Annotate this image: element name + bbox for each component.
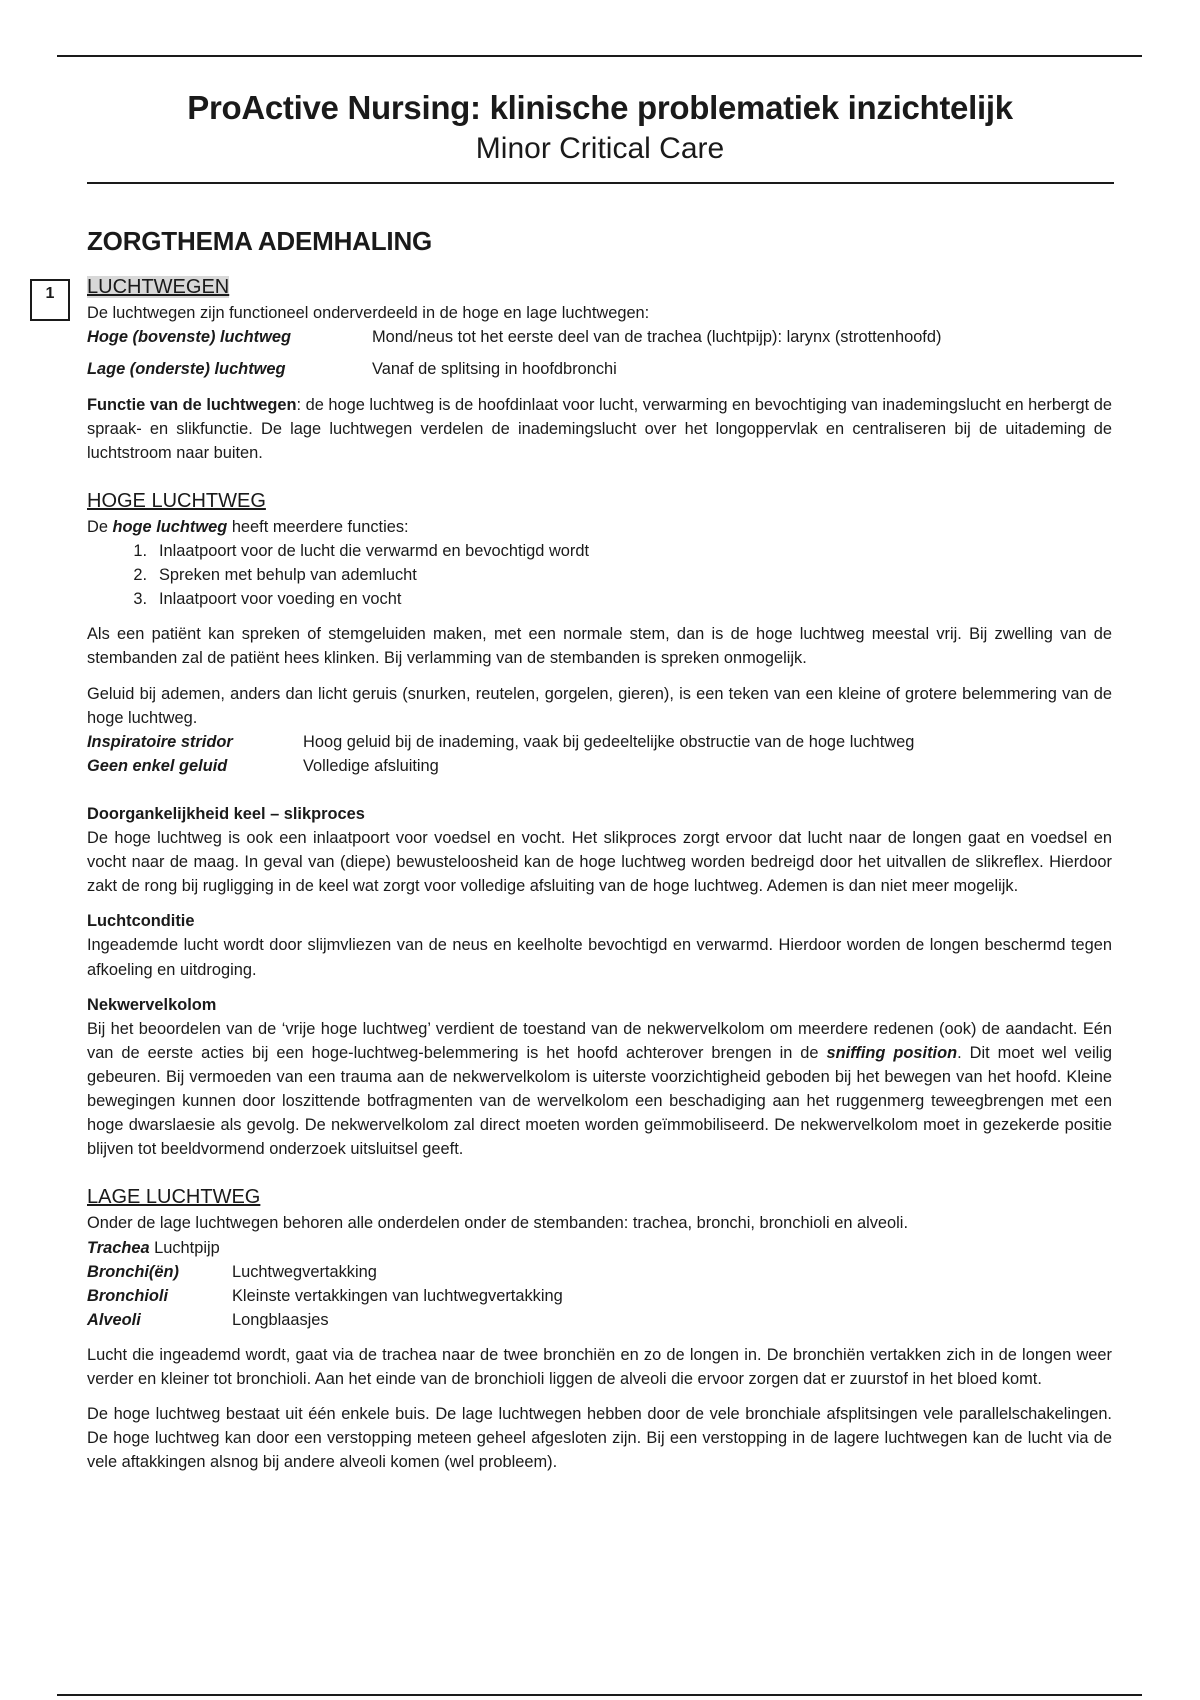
heading-hoge-luchtweg: HOGE LUCHTWEG <box>87 489 266 512</box>
trachea-row: Trachea Luchtpijp <box>87 1238 220 1257</box>
document-title: ProActive Nursing: klinische problematiek inzichtelijk <box>187 89 1013 126</box>
lage-paragraph-1: Lucht die ingeademd wordt, gaat via de trachea naar de twee bronchiën en zo de longen in. De bronchiën vertakken zich in de longen weer verder en kleiner tot bronchioli. Aan het einde van de bronchioli liggen de alveoli die ervoor zorgen dat er zuurstof in het bloed komt. <box>87 1346 1112 1389</box>
definition-row <box>87 325 1112 349</box>
top-rule <box>57 55 1142 57</box>
function-list <box>87 539 1112 611</box>
subheading-nekwervelkolom: Nekwervelkolom <box>87 995 217 1014</box>
luchtwegen-intro: De luchtwegen zijn functioneel onderverdeeld in de hoge en lage luchtwegen: <box>87 304 650 323</box>
definition-row <box>87 754 1112 778</box>
section-title: ZORGTHEMA ADEMHALING <box>87 226 433 256</box>
definition-desc: Hoog geluid bij de inademing, vaak bij gedeeltelijke obstructie van de hoge luchtweg <box>303 732 915 751</box>
bottom-rule <box>57 1694 1142 1696</box>
definition-term: Lage (onderste) luchtweg <box>87 360 286 379</box>
list-item: 3. Inlaatpoort voor voeding en vocht <box>133 590 402 609</box>
nekwervelkolom-paragraph: Bij het beoordelen van de ‘vrije hoge luchtweg’ verdient de toestand van de nekwervelkolom om meerdere redenen (ook) de aandacht. Eén van de eerste acties bij een hoge-luchtweg-belemmering is het hoofd achterover brengen in de sniffing position. Dit moet wel veilig gebeuren. Bij vermoeden van een trauma aan de nekwervelkolom is uiterste voorzichtigheid geboden bij het bewegen van het hoofd. Kleine bewegingen kunnen door loszittende botfragmenten van de wervelkolom een beschadiging aan het ruggenmerg teweegbrengen met een hoge dwarslaesie als gevolg. De nekwervelkolom zal direct moeten worden geïmmobiliseerd. De nekwervelkolom moet in gezekerde positie blijven tot beeldvormend onderzoek uitsluitsel geeft. <box>87 1019 1112 1159</box>
definition-row <box>87 1284 1112 1308</box>
function-label: Functie van de luchtwegen <box>87 395 297 414</box>
definition-term: Bronchioli <box>87 1286 169 1305</box>
list-item: 2. Spreken met behulp van ademlucht <box>133 566 417 585</box>
definition-desc: Kleinste vertakkingen van luchtwegvertakking <box>232 1286 563 1305</box>
definition-desc: Luchtwegvertakking <box>232 1262 377 1281</box>
definition-row <box>87 1308 1112 1332</box>
definition-term: Bronchi(ën) <box>87 1262 179 1281</box>
list-item: 1. Inlaatpoort voor de lucht die verwarmd en bevochtigd wordt <box>133 541 590 560</box>
definition-desc: Mond/neus tot het eerste deel van de trachea (luchtpijp): larynx (strottenhoofd) <box>372 328 942 347</box>
subheading-slikproces: Doorgankelijkheid keel – slikproces <box>87 804 365 823</box>
definition-term: Inspiratoire stridor <box>87 732 233 751</box>
definition-row <box>87 730 1112 754</box>
hoge-paragraph-2: Geluid bij ademen, anders dan licht geruis (snurken, reutelen, gorgelen, gieren), is een teken van een kleine of grotere belemmering van de hoge luchtweg. <box>87 684 1112 727</box>
lage-intro: Onder de lage luchtwegen behoren alle onderdelen onder de stembanden: trachea, bronchi, bronchioli en alveoli. <box>87 1214 909 1233</box>
definition-desc: Vanaf de splitsing in hoofdbronchi <box>372 360 617 379</box>
section-number-box: 1 <box>30 279 70 321</box>
title-rule <box>87 182 1114 184</box>
document-body <box>87 226 1112 1475</box>
definition-term: Hoge (bovenste) luchtweg <box>87 328 291 347</box>
definition-row <box>87 357 1112 381</box>
luchtwegen-function-paragraph: Functie van de luchtwegen: de hoge luchtweg is de hoofdinlaat voor lucht, verwarming en bevochtiging van inademingslucht en herbergt de spraak- en slikfunctie. De lage luchtwegen verdelen de inademingslucht over het longoppervlak en centraliseren bij de uitademing de luchtstroom naar buiten. <box>87 395 1112 462</box>
hoge-intro: De hoge luchtweg heeft meerdere functies: <box>87 517 409 536</box>
definition-desc: Volledige afsluiting <box>303 756 439 775</box>
heading-luchtwegen: LUCHTWEGEN <box>87 276 230 299</box>
document-subtitle: Minor Critical Care <box>475 131 725 165</box>
subheading-luchtconditie: Luchtconditie <box>87 912 195 931</box>
lage-paragraph-2: De hoge luchtweg bestaat uit één enkele buis. De lage luchtwegen hebben door de vele bronchiale afsplitsingen vele parallelschakelingen. De hoge luchtweg kan door een verstopping meteen geheel afgesloten zijn. Bij een verstopping in de lagere luchtwegen kan de lucht via de vele aftakkingen alsnog bij andere alveoli komen (wel probleem). <box>87 1405 1112 1472</box>
definition-term: Geen enkel geluid <box>87 756 228 775</box>
definition-term: Alveoli <box>87 1310 141 1329</box>
definition-desc: Longblaasjes <box>232 1310 329 1329</box>
definition-row <box>87 1260 1112 1284</box>
slikproces-paragraph: De hoge luchtweg is ook een inlaatpoort voor voedsel en vocht. Het slikproces zorgt ervoor dat lucht naar de longen gaat en voedsel en vocht naar de maag. In geval van (diepe) bewusteloosheid kan de hoge luchtweg worden bedreigd door het uitvallen de slikreflex. Hierdoor zakt de rong bij rugligging in de keel wat zorgt voor volledige afsluiting van de hoge luchtweg. Ademen is dan niet meer mogelijk. <box>87 829 1112 896</box>
hoge-paragraph-1: Als een patiënt kan spreken of stemgeluiden maken, met een normale stem, dan is de hoge luchtweg meestal vrij. Bij zwelling van de stembanden zal de patiënt hees klinken. Bij verlamming van de stembanden is spreken onmogelijk. <box>87 625 1112 668</box>
heading-lage-luchtweg: LAGE LUCHTWEG <box>87 1186 261 1209</box>
document-header <box>87 88 1113 167</box>
luchtconditie-paragraph: Ingeademde lucht wordt door slijmvliezen van de neus en keelholte bevochtigd en verwarmd. Hierdoor worden de longen beschermd tegen afkoeling en uitdroging. <box>87 936 1112 979</box>
